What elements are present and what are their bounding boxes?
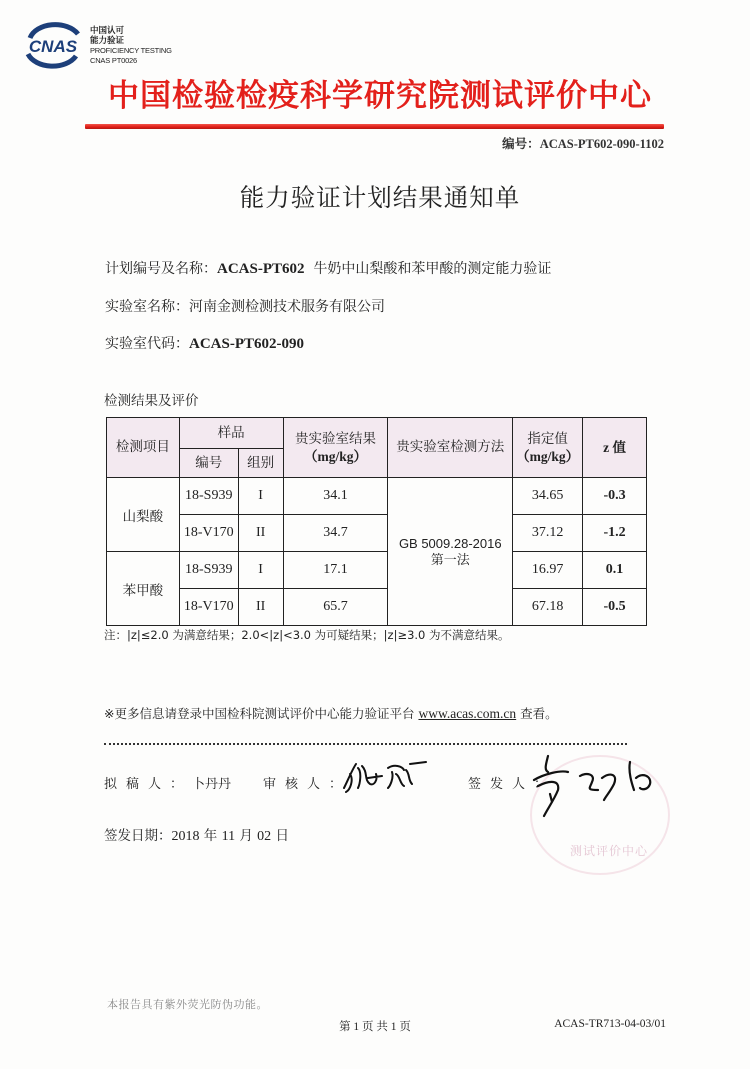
more-info xyxy=(104,704,558,722)
svg-text:CNAS: CNAS xyxy=(28,37,78,56)
form-code: ACAS-TR713-04-03/01 xyxy=(554,1018,666,1030)
cnas-logo-icon xyxy=(22,20,84,70)
lab-name-label: 实验室名称： xyxy=(105,299,189,315)
sample-no: 18-S939 xyxy=(179,552,238,589)
logo-line-en1: PROFICIENCY TESTING xyxy=(90,46,172,55)
sample-no: 18-S939 xyxy=(179,478,238,515)
group: I xyxy=(238,552,283,589)
logo-line-en2: CNAS PT0026 xyxy=(90,56,137,65)
z-score-note: 注：|z|≤2.0 为满意结果；2.0<|z|<3.0 为可疑结果；|z|≥3.0 为不满意结果。 xyxy=(104,628,510,642)
z-score: -0.5 xyxy=(583,589,647,626)
document-number-value: ACAS-PT602-090-1102 xyxy=(539,137,664,151)
dotted-divider xyxy=(104,743,627,745)
logo-line-cn2: 能力验证 xyxy=(90,36,125,46)
lab-code-info xyxy=(105,334,304,354)
group: I xyxy=(238,478,283,515)
day-unit: 日 xyxy=(275,828,289,844)
header-sample-no: 编号 xyxy=(179,449,238,478)
assigned-value: 37.12 xyxy=(513,515,583,552)
logo-text xyxy=(90,26,172,66)
issue-date-year: 2018 xyxy=(171,829,200,844)
header-sample: 样品 xyxy=(179,418,283,449)
reviewer-label: 审核人： xyxy=(263,777,352,792)
month-unit: 月 xyxy=(239,828,253,844)
z-score: -1.2 xyxy=(583,515,647,552)
method-standard: GB 5009.28-2016 xyxy=(398,535,502,551)
assigned-value: 34.65 xyxy=(513,478,583,515)
page-indicator: 第 1 页 共 1 页 xyxy=(339,1021,411,1033)
page-title: 能力验证计划结果通知单 xyxy=(239,183,521,212)
method-clause: 第一法 xyxy=(430,552,470,568)
lab-result: 34.7 xyxy=(283,515,388,552)
plan-name: 牛奶中山梨酸和苯甲酸的测定能力验证 xyxy=(313,261,552,277)
drafter-label: 拟稿人： xyxy=(104,777,193,792)
lab-name-info xyxy=(105,297,385,317)
header-assigned xyxy=(513,418,583,478)
header-lab-result-label: 贵实验室结果 xyxy=(294,430,376,447)
plan-label: 计划编号及名称： xyxy=(105,261,217,277)
lab-code-value: ACAS-PT602-090 xyxy=(189,336,304,352)
logo-line-cn1: 中国认可 xyxy=(90,26,125,36)
group: II xyxy=(238,589,283,626)
z-score: 0.1 xyxy=(583,552,647,589)
issue-date-day: 02 xyxy=(257,829,272,844)
drafter-name: 卜丹丹 xyxy=(192,777,232,792)
lab-name-value: 河南金测检测技术服务有限公司 xyxy=(189,299,385,315)
lab-result: 65.7 xyxy=(283,589,388,626)
issue-date xyxy=(104,824,289,845)
more-info-prefix: ※更多信息请登录中国检科院测试评价中心能力验证平台 xyxy=(104,706,419,721)
cnas-logo xyxy=(22,18,172,72)
reviewer-signature-icon xyxy=(338,758,438,798)
lab-result: 17.1 xyxy=(283,552,388,589)
method-cell xyxy=(388,478,513,626)
plan-info xyxy=(105,259,551,279)
header-group: 组别 xyxy=(238,449,283,478)
header-z: z 值 xyxy=(583,418,647,478)
results-section-label: 检测结果及评价 xyxy=(104,393,199,409)
plan-code: ACAS-PT602 xyxy=(217,261,305,277)
issuer-signature-icon xyxy=(520,750,670,820)
header-assigned-unit: （mg/kg） xyxy=(516,448,580,464)
sample-no: 18-V170 xyxy=(179,589,238,626)
table-row xyxy=(107,552,647,589)
header-divider xyxy=(85,124,664,129)
lab-result: 34.1 xyxy=(283,478,388,515)
more-info-suffix: 查看。 xyxy=(516,706,558,721)
year-unit: 年 xyxy=(203,828,218,844)
acas-website-link[interactable]: www.acas.com.cn xyxy=(418,706,517,721)
header-item: 检测项目 xyxy=(107,418,180,478)
z-score: -0.3 xyxy=(583,478,647,515)
document-number xyxy=(440,134,664,152)
table-row xyxy=(107,515,647,552)
table-row xyxy=(107,589,647,626)
document-number-label: 编号： xyxy=(502,137,540,151)
analyte-name: 山梨酸 xyxy=(107,478,180,552)
drafter xyxy=(104,773,231,792)
issuer-label: 签发人： xyxy=(468,777,557,792)
sample-no: 18-V170 xyxy=(179,515,238,552)
header-assigned-label: 指定值 xyxy=(527,430,568,447)
results-table xyxy=(106,417,647,626)
assigned-value: 16.97 xyxy=(513,552,583,589)
table-row xyxy=(107,478,647,515)
analyte-name: 苯甲酸 xyxy=(107,552,180,626)
assigned-value: 67.18 xyxy=(513,589,583,626)
group: II xyxy=(238,515,283,552)
anti-counterfeit-note: 本报告具有紫外荧光防伪功能。 xyxy=(107,998,268,1011)
header-lab-result-unit: （mg/kg） xyxy=(303,448,367,464)
stamp-text: 测试评价中心 xyxy=(570,844,649,858)
organization-title: 中国检验检疫科学研究院测试评价中心 xyxy=(108,78,652,114)
header-method: 贵实验室检测方法 xyxy=(388,418,513,478)
issue-date-month: 11 xyxy=(221,829,236,844)
issue-date-label: 签发日期： xyxy=(104,828,172,844)
header-lab-result xyxy=(283,418,388,478)
lab-code-label: 实验室代码： xyxy=(105,336,189,352)
